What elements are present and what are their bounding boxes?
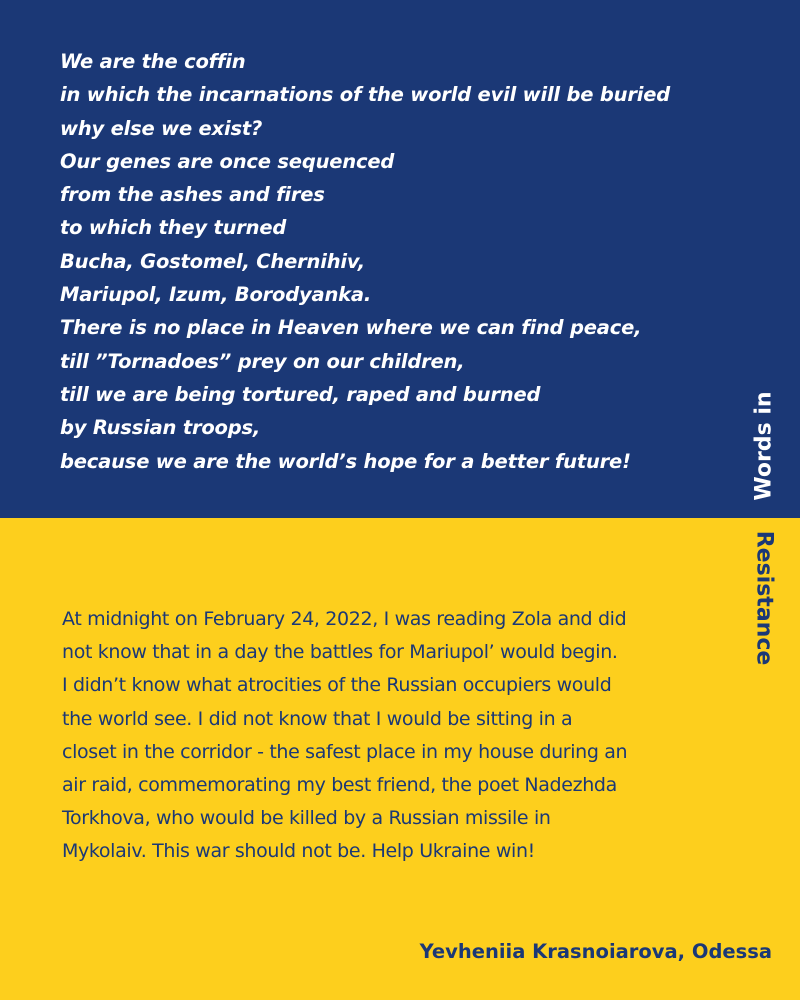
poem-line: from the ashes and fires [60, 183, 325, 207]
poem-line: Bucha, Gostomel, Chernihiv, [60, 249, 365, 273]
side-title-resistance: Resistance [751, 530, 777, 666]
prose-line: air raid, commemorating my best friend, the poet Nadezhda [62, 774, 617, 797]
prose-line: Mykolaiv. This war should not be. Help Ukraine win! [62, 840, 535, 863]
poem-line: till ”Tornadoes” prey on our children, [60, 349, 465, 373]
prose-line: Torkhova, who would be killed by a Russian missile in [62, 807, 551, 830]
poem-line: till we are being tortured, raped and burned [60, 382, 541, 406]
prose-line: I didn’t know what atrocities of the Russian occupiers would [62, 674, 612, 697]
side-title-words-in: Words in [751, 391, 777, 501]
poem-line: Our genes are once sequenced [60, 149, 395, 173]
poem [60, 45, 700, 478]
prose-text [62, 603, 722, 869]
poem-line: because we are the world’s hope for a better future! [60, 449, 631, 473]
prose-line: the world see. I did not know that I would be sitting in a [62, 707, 573, 730]
poem-line: in which the incarnations of the world evil will be buried [60, 83, 671, 107]
prose-line: not know that in a day the battles for Mariupol’ would begin. [62, 641, 618, 664]
prose-line: At midnight on February 24, 2022, I was reading Zola and did [62, 608, 627, 630]
poem-line: There is no place in Heaven where we can find peace, [60, 316, 642, 340]
poem-line: by Russian troops, [60, 416, 261, 440]
poem-line: why else we exist? [60, 116, 263, 140]
poem-line: to which they turned [60, 216, 287, 240]
author-signature: Yevheniia Krasnoiarova, Odessa [419, 940, 772, 963]
poem-line: We are the coffin [60, 50, 246, 73]
prose-line: closet in the corridor - the safest place in my house during an [62, 740, 628, 763]
poem-line: Mariupol, Izum, Borodyanka. [60, 283, 372, 307]
